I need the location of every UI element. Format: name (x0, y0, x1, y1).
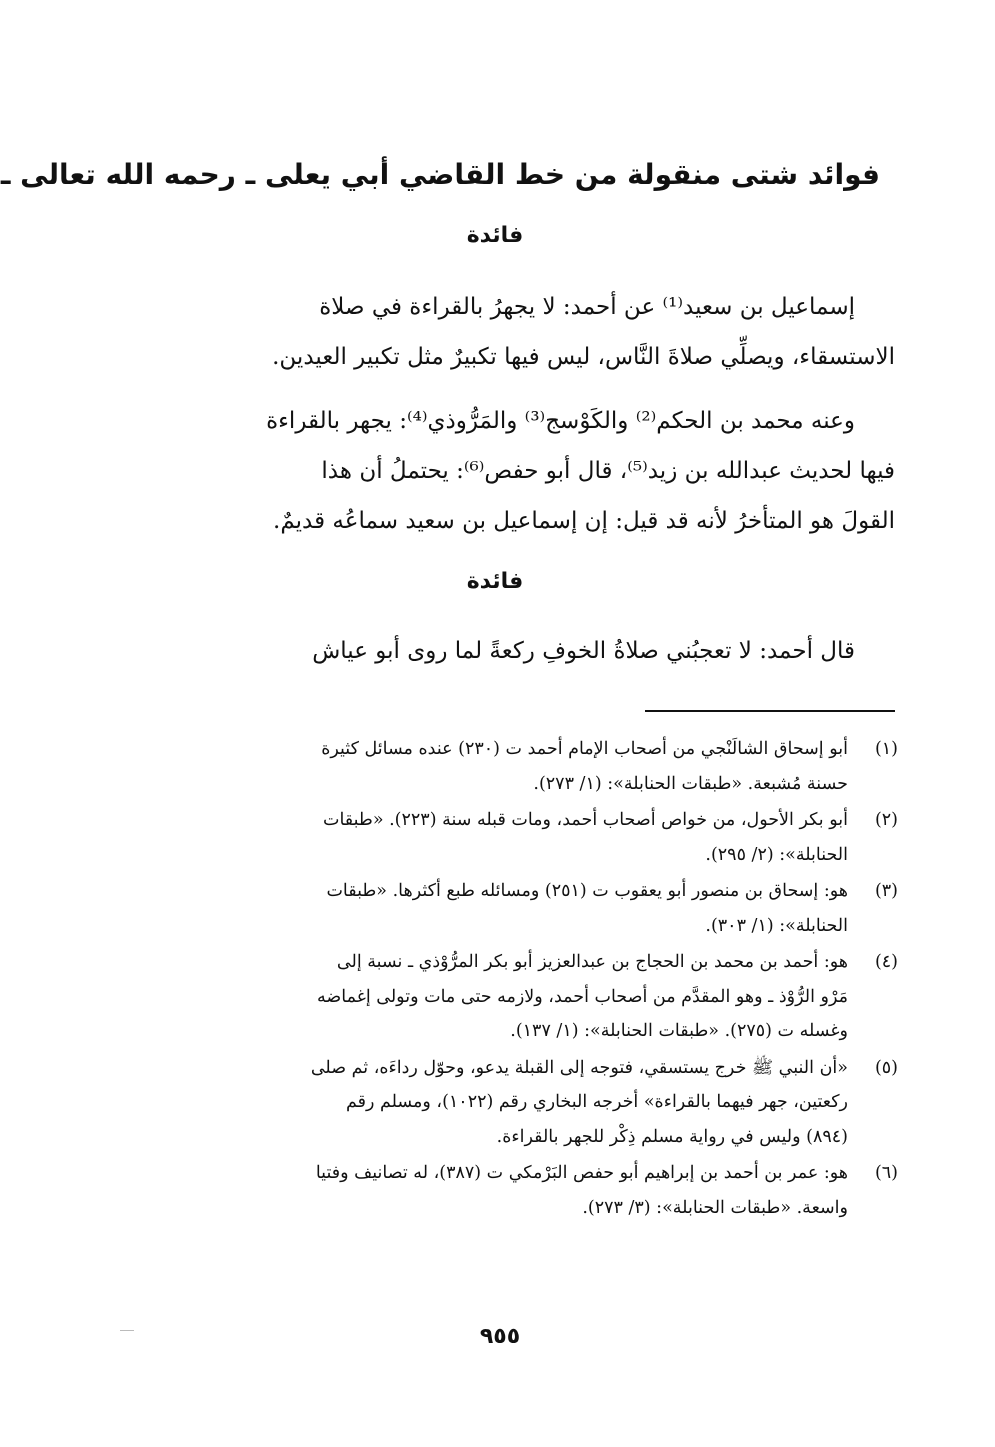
section-heading-1: فائدة (466, 223, 524, 248)
footnote-6 (108, 1156, 898, 1225)
footnote-line: أبو بكر الأحول، من خواص أصحاب أحمد، ومات قبله سنة (٢٢٣). «طبقات (322, 810, 848, 830)
footnote-line: أبو إسحاق الشالَنْجي من أصحاب الإمام أحمد ت (٢٣٠) عنده مسائل كثيرة (321, 739, 848, 759)
text-line: فيها لحديث عبدالله بن زيد⁽⁵⁾، قال أبو حفص⁽⁶⁾: يحتملُ أن هذا (321, 458, 895, 484)
footnotes (108, 732, 898, 1227)
footnote-line: الحنابلة»: (٢/ ٢٩٥). (705, 844, 848, 865)
footnote-line: واسعة. «طبقات الحنابلة»: (٣/ ٢٧٣). (582, 1197, 848, 1218)
footnote-1 (108, 732, 898, 801)
footnote-number: (٢) (874, 810, 898, 830)
footnote-line: وغسله ت (٢٧٥). «طبقات الحنابلة»: (١/ ١٣٧). (510, 1021, 848, 1041)
footnote-number: (٤) (874, 952, 898, 972)
footnote-line: الحنابلة»: (١/ ٣٠٣). (705, 915, 848, 936)
scan-mark (120, 1330, 134, 1331)
section-heading-2: فائدة (466, 569, 524, 594)
footnote-3 (108, 874, 898, 943)
section-body-1b (105, 396, 895, 546)
footnote-text (108, 1156, 848, 1225)
footnote-text (108, 945, 848, 1049)
footnote-text (108, 803, 848, 872)
text-line: الاستسقاء، ويصلِّي صلاةَ النَّاس، ليس فيها تكبيرٌ مثل تكبير العيدين. (272, 344, 895, 370)
paragraph (105, 282, 895, 382)
text-line: القولَ هو المتأخرُ لأنه قد قيل: إن إسماعيل بن سعيد سماعُه قديمٌ. (273, 508, 895, 534)
paragraph (105, 396, 895, 546)
text-line: وعنه محمد بن الحكم⁽²⁾ والكَوْسج⁽³⁾ والمَرُّوذي⁽⁴⁾: يجهر بالقراءة (266, 408, 855, 434)
footnote-line: حسنة مُشبعة. «طبقات الحنابلة»: (١/ ٢٧٣). (533, 773, 848, 794)
footnote-text (108, 732, 848, 801)
footnote-line: هو: أحمد بن محمد بن الحجاج بن عبدالعزيز أبو بكر المرُّوْذي ـ نسبة إلى (336, 952, 848, 972)
footnote-number: (٣) (874, 881, 898, 901)
footnote-text (108, 874, 848, 943)
footnote-number: (٥) (874, 1057, 898, 1078)
footnote-line: هو: إسحاق بن منصور أبو يعقوب ت (٢٥١) ومسائله طبع أكثرها. «طبقات (326, 881, 848, 901)
page-title: فوائد شتى منقولة من خط القاضي أبي يعلى ـ رحمه الله تعالى ـ (0, 158, 880, 191)
footnote-text (108, 1051, 848, 1155)
footnote-separator (645, 710, 895, 712)
footnote-5 (108, 1051, 898, 1155)
footnote-2 (108, 803, 898, 872)
footnote-number: (١) (874, 739, 898, 759)
footnote-line: (٨٩٤) وليس في رواية مسلم ذِكْر للجهر بالقراءة. (496, 1126, 848, 1147)
footnote-line: هو: عمر بن أحمد بن إبراهيم أبو حفص البَرْمكي ت (٣٨٧)، له تصانيف وفتيا (315, 1163, 848, 1183)
section-body-1 (105, 282, 895, 382)
page-number: ٩٥٥ (479, 1324, 521, 1349)
text-line: إسماعيل بن سعيد⁽¹⁾ عن أحمد: لا يجهرُ بالقراءة في صلاة (319, 294, 855, 320)
section-body-2 (105, 626, 895, 676)
text-line: قال أحمد: لا تعجبُني صلاةُ الخوفِ ركعةً لما روى أبو عياش (312, 638, 855, 664)
paragraph (105, 626, 895, 676)
footnote-line: مَرْو الرُّوْذ ـ وهو المقدَّم من أصحاب أحمد، ولازمه حتى مات وتولى إغماضه (317, 986, 848, 1007)
footnote-4 (108, 945, 898, 1049)
footnote-line: «أن النبي ﷺ خرج يستسقي، فتوجه إلى القبلة يدعو، وحوّل رداءَه، ثم صلى (310, 1057, 848, 1078)
footnote-number: (٦) (874, 1163, 898, 1183)
footnote-line: ركعتين، جهر فيهما بالقراءة» أخرجه البخاري رقم (١٠٢٢)، ومسلم رقم (345, 1092, 848, 1112)
